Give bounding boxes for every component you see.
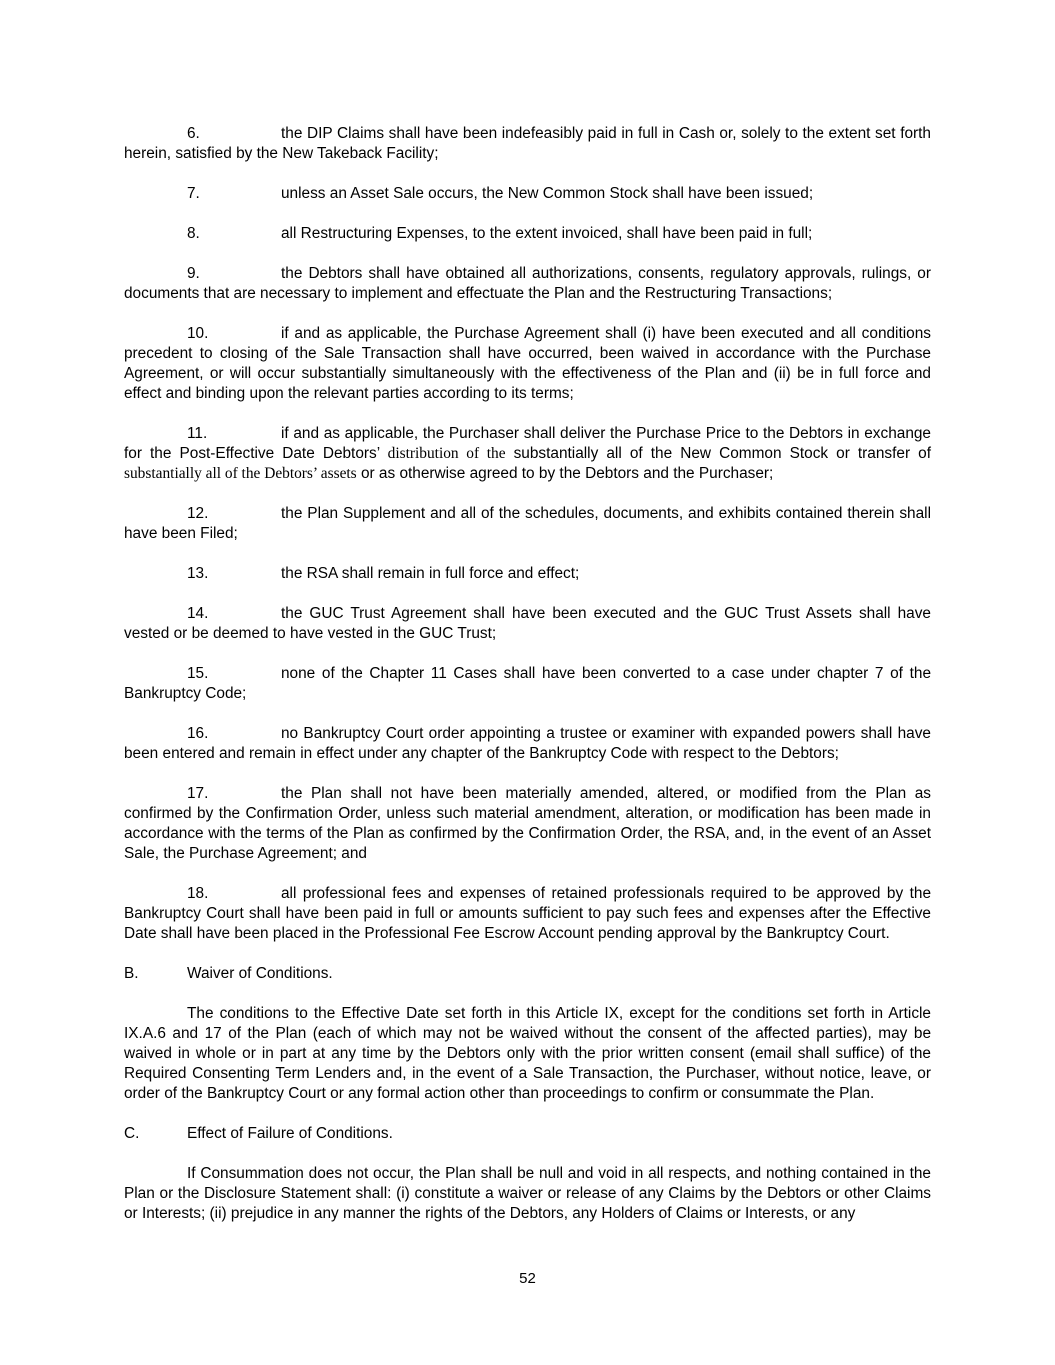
condition-text: the DIP Claims shall have been indefeasibly paid in full in Cash or, solely to the extent set forth herein, satisfied by the New Takeback Facility; — [124, 125, 931, 162]
condition-number: 13. — [187, 565, 209, 582]
condition-item-15 — [124, 664, 931, 704]
condition-text-serif: substantially all of the Debtors’ assets — [124, 465, 357, 482]
condition-text-serif: distribution of the — [387, 445, 506, 462]
condition-text: all Restructuring Expenses, to the extent invoiced, shall have been paid in full; — [281, 225, 813, 242]
condition-item-8 — [124, 224, 931, 244]
condition-number: 12. — [187, 505, 209, 522]
condition-item-6 — [124, 124, 931, 164]
condition-number: 8. — [187, 225, 200, 242]
condition-number: 18. — [187, 885, 209, 902]
condition-item-14 — [124, 604, 931, 644]
section-title: Waiver of Conditions. — [187, 965, 333, 982]
condition-item-16 — [124, 724, 931, 764]
condition-text: none of the Chapter 11 Cases shall have been converted to a case under chapter 7 of the Bankruptcy Code; — [124, 665, 931, 702]
condition-text: the Plan shall not have been materially amended, altered, or modified from the Plan as confirmed by the Confirmation Order, unless such material amendment, alteration, or modification has been made in accordance with the terms of the Plan as confirmed by the Confirmation Order, the RSA, and, in the event of an Asset Sale, the Purchase Agreement; and — [124, 785, 931, 862]
section-title: Effect of Failure of Conditions. — [187, 1125, 393, 1142]
condition-number: 16. — [187, 725, 209, 742]
condition-item-18 — [124, 884, 931, 944]
condition-number: 6. — [187, 125, 200, 142]
condition-text: the RSA shall remain in full force and effect; — [281, 565, 580, 582]
section-letter: B. — [124, 965, 139, 982]
condition-item-13 — [124, 564, 931, 584]
section-body-b: The conditions to the Effective Date set forth in this Article IX, except for the conditions set forth in Article IX.A.6 and 17 of the Plan (each of which may not be waived without the consent of the affected parties), may be waived in whole or in part at any time by the Debtors only with the prior written consent (email shall suffice) of the Required Consenting Term Lenders and, in the event of a Sale Transaction, the Purchaser, without notice, leave, or order of the Bankruptcy Court or any formal action other than proceedings to confirm or consummate the Plan. — [124, 1005, 931, 1102]
condition-number: 15. — [187, 665, 209, 682]
condition-number: 10. — [187, 325, 209, 342]
condition-text-part: if and as applicable, the Purchaser shall deliver the Purchase Price to the Debtors in exchange for the Post-Effective Date Debtors’ — [124, 425, 931, 462]
condition-number: 11. — [187, 425, 208, 442]
condition-text: if and as applicable, the Purchase Agreement shall (i) have been executed and all conditions precedent to closing of the Sale Transaction shall have occurred, been waived in accordance with the Purchase Agreement, or will occur substantially simultaneously with the effectiveness of the Plan and (ii) be in full force and effect and binding upon the relevant parties according to its terms; — [124, 325, 931, 402]
condition-text-part: substantially all of the New Common Stock or transfer of — [505, 445, 931, 462]
condition-item-12 — [124, 504, 931, 544]
section-body-c: If Consummation does not occur, the Plan shall be null and void in all respects, and nothing contained in the Plan or the Disclosure Statement shall: (i) constitute a waiver or release of any Claims by the Debtors or other Claims or Interests; (ii) prejudice in any manner the rights of the Debtors, any Holders of Claims or Interests, or any — [124, 1165, 931, 1222]
document-page — [124, 124, 931, 1244]
section-heading-c — [124, 1124, 931, 1144]
section-letter: C. — [124, 1125, 140, 1142]
condition-text: the GUC Trust Agreement shall have been executed and the GUC Trust Assets shall have vested or be deemed to have vested in the GUC Trust; — [124, 605, 931, 642]
condition-text: unless an Asset Sale occurs, the New Common Stock shall have been issued; — [281, 185, 814, 202]
condition-text: the Plan Supplement and all of the schedules, documents, and exhibits contained therein shall have been Filed; — [124, 505, 931, 542]
condition-text: the Debtors shall have obtained all authorizations, consents, regulatory approvals, rulings, or documents that are necessary to implement and effectuate the Plan and the Restructuring Transactions; — [124, 265, 931, 302]
condition-text: all professional fees and expenses of retained professionals required to be approved by the Bankruptcy Court shall have been paid in full or amounts sufficient to pay such fees and expenses after the Effective Date shall have been placed in the Professional Fee Escrow Account pending approval by the Bankruptcy Court. — [124, 885, 931, 942]
condition-item-17 — [124, 784, 931, 864]
condition-text-part: or as otherwise agreed to by the Debtors and the Purchaser; — [356, 465, 774, 482]
condition-number: 14. — [187, 605, 209, 622]
condition-text: no Bankruptcy Court order appointing a trustee or examiner with expanded powers shall have been entered and remain in effect under any chapter of the Bankruptcy Code with respect to the Debtors; — [124, 725, 931, 762]
condition-item-10 — [124, 324, 931, 404]
condition-number: 7. — [187, 185, 200, 202]
condition-number: 9. — [187, 265, 200, 282]
condition-item-11 — [124, 424, 931, 484]
condition-item-7 — [124, 184, 931, 204]
condition-item-9 — [124, 264, 931, 304]
condition-number: 17. — [187, 785, 209, 802]
section-heading-b — [124, 964, 931, 984]
page-number: 52 — [519, 1270, 536, 1287]
